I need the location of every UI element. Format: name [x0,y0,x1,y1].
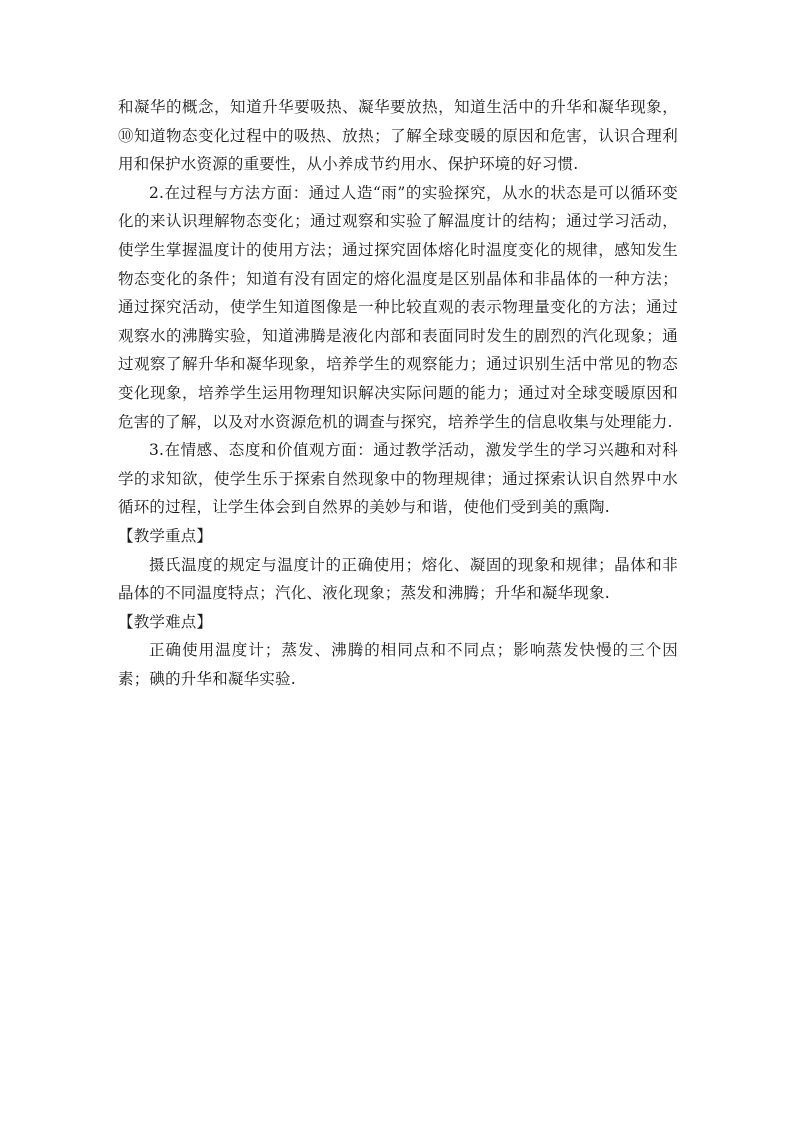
paragraph-process-and-method: 2.在过程与方法方面：通过人造“雨”的实验探究，从水的状态是可以循环变化的来认识理解物态变化；通过观察和实验了解温度计的结构；通过学习活动，使学生掌握温度计的使用方法；通过探究固体熔化时温度变化的规律，感知发生物态变化的条件；知道有没有固定的熔化温度是区别晶体和非晶体的一种方法；通过探究活动，使学生知道图像是一种比较直观的表示物理量变化的方法；通过观察水的沸腾实验，知道沸腾是液化内部和表面同时发生的剧烈的汽化现象；通过观察了解升华和凝华现象，培养学生的观察能力；通过识别生活中常见的物态变化现象，培养学生运用物理知识解决实际问题的能力；通过对全球变暖原因和危害的了解，以及对水资源危机的调查与探究，培养学生的信息收集与处理能力. [118,183,678,431]
paragraph-teaching-difficult-points: 正确使用温度计；蒸发、沸腾的相同点和不同点；影响蒸发快慢的三个因素；碘的升华和凝华实验. [118,641,678,688]
paragraph-teaching-key-points: 摄氏温度的规定与温度计的正确使用；熔化、凝固的现象和规律；晶体和非晶体的不同温度特点；汽化、液化现象；蒸发和沸腾；升华和凝华现象. [118,555,678,603]
heading-teaching-key-points: 【教学重点】 [118,526,213,545]
paragraph-knowledge-goals-continued: 和凝华的概念，知道升华要吸热、凝华要放热，知道生活中的升华和凝华现象，⑩知道物态变化过程中的吸热、放热；了解全球变暖的原因和危害，认识合理利用和保护水资源的重要性，从小养成节约用水、保护环境的好习惯. [118,98,678,174]
heading-teaching-difficult-points: 【教学难点】 [118,612,213,631]
paragraph-emotion-attitude-values: 3.在情感、态度和价值观方面：通过教学活动，激发学生的学习兴趣和对科学的求知欲，使学生乐于探索自然现象中的物理规律；通过探索认识自然界中水循环的过程，让学生体会到自然界的美妙与和谐，使他们受到美的熏陶. [118,441,678,517]
document-page [118,93,678,693]
